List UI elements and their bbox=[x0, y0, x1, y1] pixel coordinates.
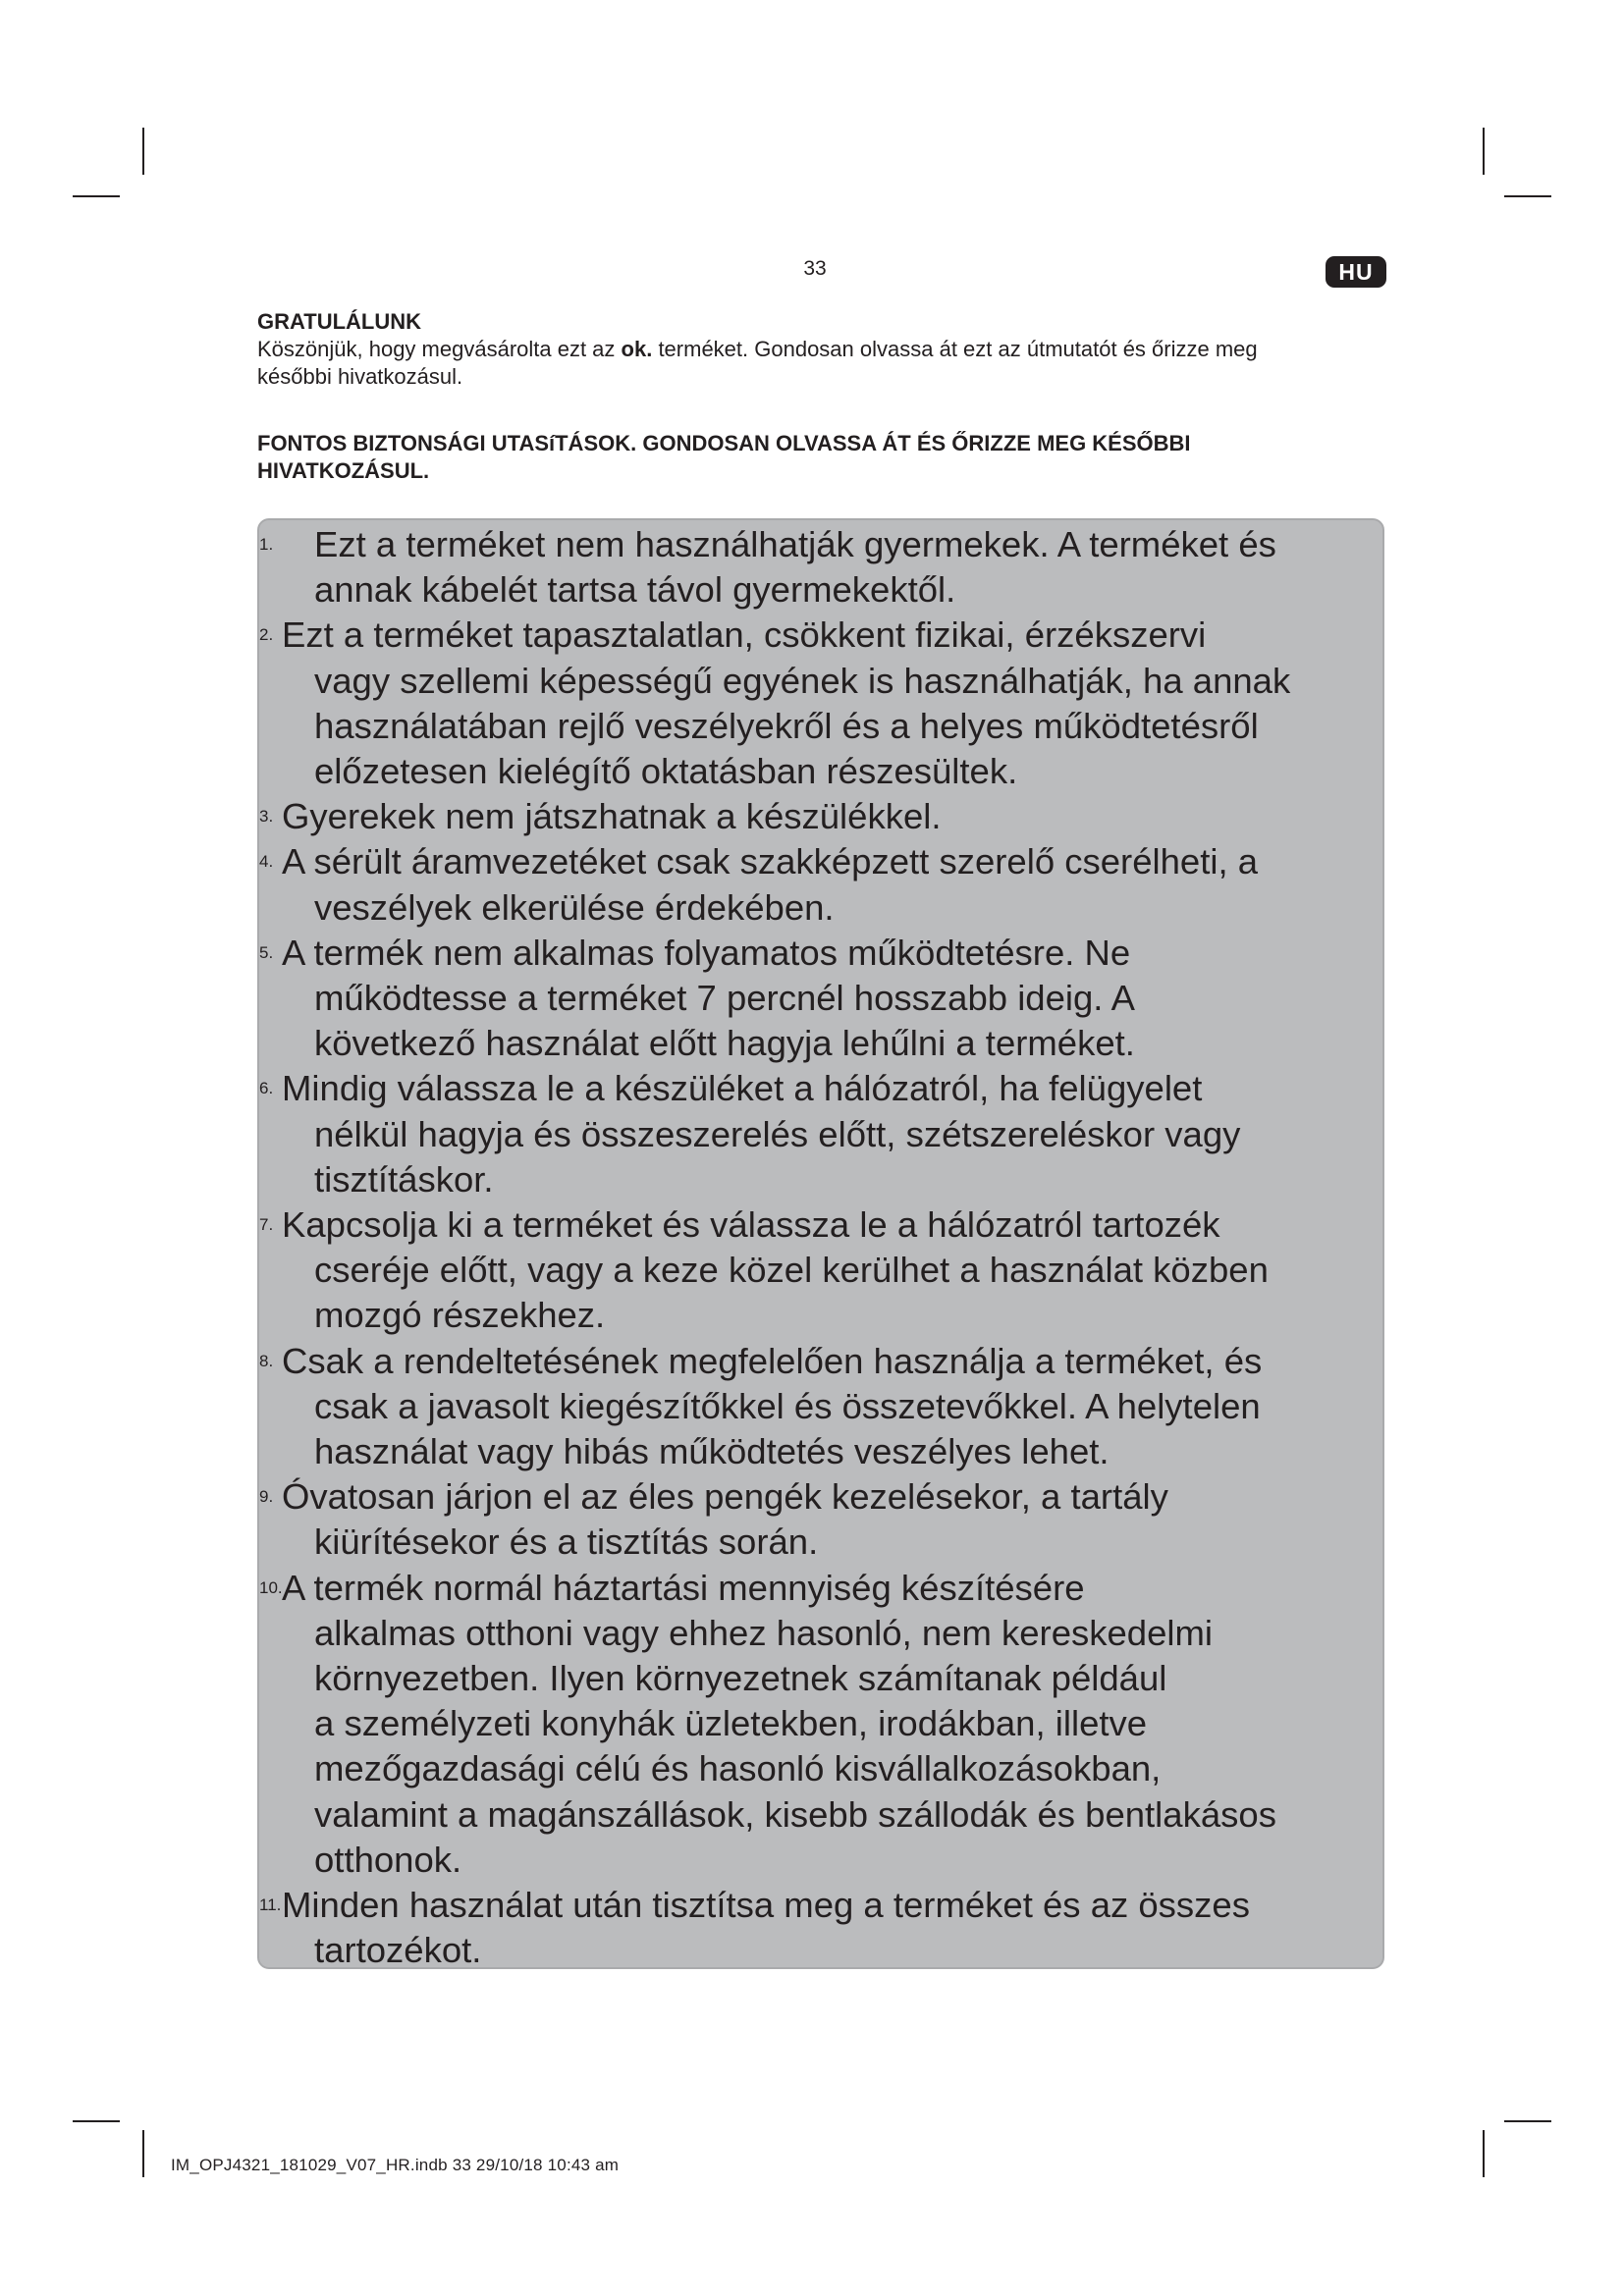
language-badge: HU bbox=[1326, 256, 1386, 288]
safety-heading-line: FONTOS BIZTONSÁGI UTASíTÁSOK. GONDOSAN OLVASSA ÁT ÉS ŐRIZZE MEG KÉSŐBBI bbox=[257, 431, 1191, 455]
safety-item-line: veszélyek elkerülése érdekében. bbox=[314, 886, 835, 928]
safety-item bbox=[259, 839, 1382, 930]
safety-item-line: A termék nem alkalmas folyamatos működtetésre. Ne bbox=[282, 932, 1131, 973]
crop-mark bbox=[73, 195, 120, 197]
safety-item-line: csak a javasolt kiegészítőkkel és összetevőkkel. A helytelen bbox=[314, 1385, 1261, 1426]
safety-item-number: 1. bbox=[259, 535, 274, 554]
intro-heading: GRATULÁLUNK bbox=[257, 309, 422, 334]
safety-heading-line: HIVATKOZÁSUL. bbox=[257, 458, 430, 483]
safety-item-number: 5. bbox=[259, 942, 274, 962]
safety-item bbox=[259, 1883, 1382, 1973]
intro-text-line2: későbbi hivatkozásul. bbox=[257, 364, 463, 389]
safety-item-number: 7. bbox=[259, 1215, 274, 1235]
intro-text bbox=[257, 336, 1386, 363]
safety-item bbox=[259, 1474, 1382, 1565]
page-number: 33 bbox=[803, 257, 827, 280]
safety-item-number: 8. bbox=[259, 1351, 274, 1370]
safety-item-number: 3. bbox=[259, 807, 274, 827]
safety-item-line: cseréje előtt, vagy a keze közel kerülhet a használat közben bbox=[314, 1250, 1269, 1291]
safety-item bbox=[259, 1339, 1382, 1475]
safety-item bbox=[259, 794, 1382, 839]
safety-item-line: kiürítésekor és a tisztítás során. bbox=[314, 1522, 819, 1563]
safety-item-number: 9. bbox=[259, 1487, 274, 1507]
safety-item-line: Ezt a terméket tapasztalatlan, csökkent fizikai, érzékszervi bbox=[282, 614, 1207, 656]
safety-item-number: 10. bbox=[259, 1577, 283, 1597]
safety-item-line: nélkül hagyja és összeszerelés előtt, szétszereléskor vagy bbox=[314, 1113, 1241, 1154]
print-info-footer: IM_OPJ4321_181029_V07_HR.indb 33 29/10/18 10:43 am bbox=[171, 2156, 620, 2174]
safety-item-line: működtesse a terméket 7 percnél hosszabb ideig. A bbox=[314, 978, 1135, 1019]
crop-mark bbox=[1504, 195, 1551, 197]
safety-item-line: használatában rejlő veszélyekről és a helyes működtetésről bbox=[314, 705, 1259, 746]
safety-item-number: 4. bbox=[259, 852, 274, 872]
safety-item-line: otthonok. bbox=[314, 1839, 462, 1880]
safety-item-line: környezetben. Ilyen környezetnek számítanak például bbox=[314, 1658, 1167, 1699]
safety-heading bbox=[257, 430, 1386, 485]
safety-item-line: Kapcsolja ki a terméket és válassza le a hálózatról tartozék bbox=[282, 1204, 1220, 1246]
crop-mark bbox=[1483, 2130, 1485, 2177]
crop-mark bbox=[142, 2130, 144, 2177]
safety-item-line: Ezt a terméket nem használhatják gyermekek. A terméket és bbox=[314, 524, 1276, 564]
safety-item bbox=[259, 1202, 1382, 1339]
safety-item bbox=[259, 931, 1382, 1067]
safety-item-line: Mindig válassza le a készüléket a hálózatról, ha felügyelet bbox=[282, 1068, 1203, 1109]
safety-item-line: a személyzeti konyhák üzletekben, irodákban, illetve bbox=[314, 1703, 1148, 1744]
safety-item-line: Minden használat után tisztítsa meg a terméket és az összes bbox=[282, 1885, 1250, 1926]
safety-item-line: vagy szellemi képességű egyének is használhatják, ha annak bbox=[314, 660, 1291, 701]
safety-item-line: annak kábelét tartsa távol gyermekektől. bbox=[314, 569, 956, 611]
crop-mark bbox=[73, 2120, 120, 2122]
safety-item-line: valamint a magánszállások, kisebb szállodák és bentlakásos bbox=[314, 1793, 1276, 1835]
intro-text-part: terméket. Gondosan olvassa át ezt az útmutatót és őrizze meg bbox=[652, 337, 1258, 361]
safety-item-line: Gyerekek nem játszhatnak a készülékkel. bbox=[282, 796, 942, 837]
intro-text-part: Köszönjük, hogy megvásárolta ezt az bbox=[257, 337, 622, 361]
intro-section bbox=[257, 308, 1386, 391]
safety-item-line: következő használat előtt hagyja lehűlni a terméket. bbox=[314, 1023, 1135, 1064]
safety-item-line: előzetesen kielégítő oktatásban részesültek. bbox=[314, 751, 1018, 792]
safety-list bbox=[259, 522, 1382, 1974]
safety-item-line: mozgó részekhez. bbox=[314, 1295, 606, 1336]
safety-item-line: A sérült áramvezetéket csak szakképzett szerelő cserélheti, a bbox=[282, 841, 1259, 882]
safety-item-line: A termék normál háztartási mennyiség készítésére bbox=[282, 1567, 1085, 1608]
crop-mark bbox=[1483, 128, 1485, 175]
safety-item-number: 6. bbox=[259, 1079, 274, 1098]
safety-item bbox=[259, 1566, 1382, 1883]
brand-name: ok. bbox=[621, 337, 653, 361]
crop-mark bbox=[1504, 2120, 1551, 2122]
safety-item bbox=[259, 613, 1382, 794]
safety-item-line: mezőgazdasági célú és hasonló kisvállalkozásokban, bbox=[314, 1748, 1162, 1789]
safety-item-line: Csak a rendeltetésének megfelelően használja a terméket, és bbox=[282, 1340, 1263, 1381]
safety-item bbox=[259, 1066, 1382, 1202]
safety-instructions-box bbox=[257, 518, 1384, 1969]
safety-item-number: 11. bbox=[259, 1896, 282, 1915]
safety-item bbox=[259, 522, 1382, 613]
safety-item-line: Óvatosan járjon el az éles pengék kezelésekor, a tartály bbox=[282, 1476, 1168, 1518]
safety-item-line: tartozékot. bbox=[314, 1930, 482, 1971]
safety-item-line: használat vagy hibás működtetés veszélyes lehet. bbox=[314, 1431, 1110, 1472]
safety-item-line: alkalmas otthoni vagy ehhez hasonló, nem kereskedelmi bbox=[314, 1612, 1214, 1653]
crop-mark bbox=[142, 128, 144, 175]
safety-item-line: tisztításkor. bbox=[314, 1158, 494, 1200]
safety-item-number: 2. bbox=[259, 625, 274, 645]
